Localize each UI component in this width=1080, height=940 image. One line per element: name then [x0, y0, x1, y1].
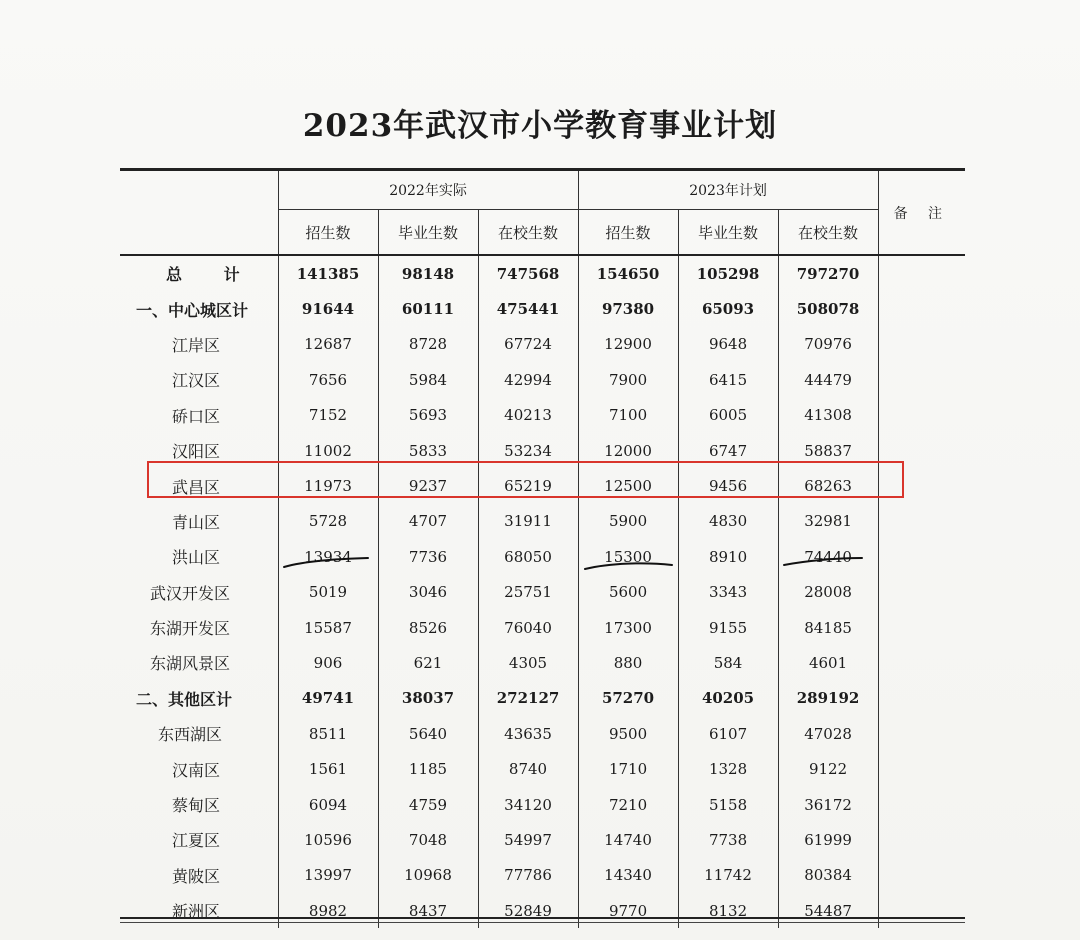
cell: 6005	[678, 398, 778, 433]
row-label: 江岸区	[172, 335, 221, 355]
table-row	[120, 539, 965, 574]
cell: 58837	[778, 433, 878, 468]
cell: 13934	[278, 539, 378, 574]
cell: 57270	[578, 681, 678, 716]
cell: 7900	[578, 362, 678, 397]
cell: 141385	[278, 255, 378, 291]
cell: 65093	[678, 291, 778, 326]
table-row	[120, 893, 965, 928]
table-row	[120, 255, 965, 291]
cell: 4305	[478, 645, 578, 680]
remark-cell	[878, 327, 965, 362]
cell: 4830	[678, 504, 778, 539]
row-label: 东湖风景区	[150, 654, 231, 674]
row-label: 武昌区	[172, 477, 221, 497]
cell: 747568	[478, 255, 578, 291]
cell: 12500	[578, 468, 678, 503]
cell: 4601	[778, 645, 878, 680]
cell: 97380	[578, 291, 678, 326]
cell: 3343	[678, 575, 778, 610]
table-bottom-rule-thin	[120, 922, 965, 923]
cell: 8132	[678, 893, 778, 928]
col-header-enroll-2022: 招生数	[278, 210, 378, 256]
cell: 5728	[278, 504, 378, 539]
cell: 272127	[478, 681, 578, 716]
cell: 7048	[378, 822, 478, 857]
cell: 5984	[378, 362, 478, 397]
cell: 7736	[378, 539, 478, 574]
group-header-2023: 2023年计划	[578, 170, 878, 210]
remark-cell	[878, 539, 965, 574]
cell: 14340	[578, 858, 678, 893]
cell: 7152	[278, 398, 378, 433]
cell: 98148	[378, 255, 478, 291]
remark-cell	[878, 398, 965, 433]
cell: 8910	[678, 539, 778, 574]
document-title: 2023年武汉市小学教育事业计划	[302, 108, 778, 144]
cell: 906	[278, 645, 378, 680]
cell: 6094	[278, 787, 378, 822]
row-label: 洪山区	[172, 548, 221, 568]
cell: 10968	[378, 858, 478, 893]
remark-cell	[878, 468, 965, 503]
cell: 8728	[378, 327, 478, 362]
cell: 70976	[778, 327, 878, 362]
col-header-graduate-2022: 毕业生数	[378, 210, 478, 256]
cell: 1561	[278, 751, 378, 786]
table-row	[120, 398, 965, 433]
cell: 5693	[378, 398, 478, 433]
cell: 8437	[378, 893, 478, 928]
col-header-enroll-2023: 招生数	[578, 210, 678, 256]
remark-header: 备 注	[878, 170, 965, 256]
cell: 25751	[478, 575, 578, 610]
cell: 54997	[478, 822, 578, 857]
cell: 84185	[778, 610, 878, 645]
table-row	[120, 716, 965, 751]
cell: 12900	[578, 327, 678, 362]
cell: 17300	[578, 610, 678, 645]
cell: 74440	[778, 539, 878, 574]
row-label: 江汉区	[172, 371, 221, 391]
cell: 31911	[478, 504, 578, 539]
cell: 12000	[578, 433, 678, 468]
table-row	[120, 610, 965, 645]
cell: 6747	[678, 433, 778, 468]
cell: 6415	[678, 362, 778, 397]
row-label: 东西湖区	[158, 725, 223, 745]
cell: 80384	[778, 858, 878, 893]
cell: 12687	[278, 327, 378, 362]
cell: 9500	[578, 716, 678, 751]
table-row	[120, 504, 965, 539]
cell: 43635	[478, 716, 578, 751]
table-row	[120, 787, 965, 822]
cell: 1328	[678, 751, 778, 786]
cell: 67724	[478, 327, 578, 362]
table-row	[120, 645, 965, 680]
cell: 105298	[678, 255, 778, 291]
remark-cell	[878, 645, 965, 680]
cell: 10596	[278, 822, 378, 857]
cell: 9122	[778, 751, 878, 786]
remark-cell	[878, 787, 965, 822]
row-label: 江夏区	[172, 831, 221, 851]
cell: 1710	[578, 751, 678, 786]
cell: 4707	[378, 504, 478, 539]
remark-cell	[878, 610, 965, 645]
cell: 8526	[378, 610, 478, 645]
row-label: 武汉开发区	[150, 583, 231, 603]
cell: 11002	[278, 433, 378, 468]
cell: 53234	[478, 433, 578, 468]
row-label: 汉阳区	[172, 442, 221, 462]
cell: 9237	[378, 468, 478, 503]
cell: 11742	[678, 858, 778, 893]
cell: 4759	[378, 787, 478, 822]
cell: 797270	[778, 255, 878, 291]
col-header-students-2023: 在校生数	[778, 210, 878, 256]
table-body	[120, 255, 965, 928]
cell: 880	[578, 645, 678, 680]
cell: 40213	[478, 398, 578, 433]
row-label: 蔡甸区	[172, 796, 221, 816]
cell: 34120	[478, 787, 578, 822]
cell: 42994	[478, 362, 578, 397]
cell: 5833	[378, 433, 478, 468]
cell: 36172	[778, 787, 878, 822]
cell: 8740	[478, 751, 578, 786]
cell: 8982	[278, 893, 378, 928]
cell: 68263	[778, 468, 878, 503]
remark-cell	[878, 255, 965, 291]
table-row	[120, 362, 965, 397]
remark-cell	[878, 716, 965, 751]
cell: 76040	[478, 610, 578, 645]
plan-table	[120, 168, 965, 928]
cell: 41308	[778, 398, 878, 433]
row-label: 青山区	[172, 512, 221, 532]
row-label: 二、其他区计	[136, 689, 233, 709]
table-row	[120, 433, 965, 468]
table-row	[120, 751, 965, 786]
cell: 9456	[678, 468, 778, 503]
remark-cell	[878, 681, 965, 716]
cell: 5019	[278, 575, 378, 610]
row-label: 硚口区	[172, 406, 221, 426]
remark-cell	[878, 362, 965, 397]
cell: 65219	[478, 468, 578, 503]
cell: 1185	[378, 751, 478, 786]
table-row	[120, 575, 965, 610]
region-header-cell	[120, 170, 278, 256]
cell: 91644	[278, 291, 378, 326]
cell: 621	[378, 645, 478, 680]
group-header-2022: 2022年实际	[278, 170, 578, 210]
cell: 7738	[678, 822, 778, 857]
remark-cell	[878, 433, 965, 468]
col-header-graduate-2023: 毕业生数	[678, 210, 778, 256]
cell: 49741	[278, 681, 378, 716]
table-row	[120, 291, 965, 326]
cell: 3046	[378, 575, 478, 610]
table-row	[120, 858, 965, 893]
cell: 38037	[378, 681, 478, 716]
cell: 154650	[578, 255, 678, 291]
row-label: 汉南区	[172, 760, 221, 780]
cell: 44479	[778, 362, 878, 397]
remark-cell	[878, 858, 965, 893]
cell: 28008	[778, 575, 878, 610]
cell: 54487	[778, 893, 878, 928]
cell: 32981	[778, 504, 878, 539]
cell: 15300	[578, 539, 678, 574]
remark-cell	[878, 893, 965, 928]
cell: 8511	[278, 716, 378, 751]
cell: 47028	[778, 716, 878, 751]
cell: 584	[678, 645, 778, 680]
cell: 13997	[278, 858, 378, 893]
cell: 68050	[478, 539, 578, 574]
cell: 5600	[578, 575, 678, 610]
remark-cell	[878, 291, 965, 326]
table-bottom-rule	[120, 917, 965, 919]
cell: 52849	[478, 893, 578, 928]
remark-cell	[878, 504, 965, 539]
table-row	[120, 681, 965, 716]
cell: 9770	[578, 893, 678, 928]
cell: 14740	[578, 822, 678, 857]
cell: 5158	[678, 787, 778, 822]
cell: 77786	[478, 858, 578, 893]
cell: 6107	[678, 716, 778, 751]
row-label: 总 计	[166, 265, 258, 285]
remark-cell	[878, 751, 965, 786]
cell: 7210	[578, 787, 678, 822]
cell: 11973	[278, 468, 378, 503]
cell: 9648	[678, 327, 778, 362]
table-row	[120, 822, 965, 857]
table-row-highlighted	[120, 468, 965, 503]
cell: 15587	[278, 610, 378, 645]
row-label: 新洲区	[172, 902, 221, 922]
col-header-students-2022: 在校生数	[478, 210, 578, 256]
cell: 289192	[778, 681, 878, 716]
cell: 508078	[778, 291, 878, 326]
remark-cell	[878, 575, 965, 610]
cell: 61999	[778, 822, 878, 857]
cell: 40205	[678, 681, 778, 716]
row-label: 一、中心城区计	[136, 300, 249, 320]
row-label: 黄陂区	[172, 866, 221, 886]
cell: 60111	[378, 291, 478, 326]
cell: 475441	[478, 291, 578, 326]
cell: 7100	[578, 398, 678, 433]
cell: 9155	[678, 610, 778, 645]
table-row	[120, 327, 965, 362]
remark-cell	[878, 822, 965, 857]
row-label: 东湖开发区	[150, 619, 231, 639]
cell: 7656	[278, 362, 378, 397]
cell: 5900	[578, 504, 678, 539]
cell: 5640	[378, 716, 478, 751]
